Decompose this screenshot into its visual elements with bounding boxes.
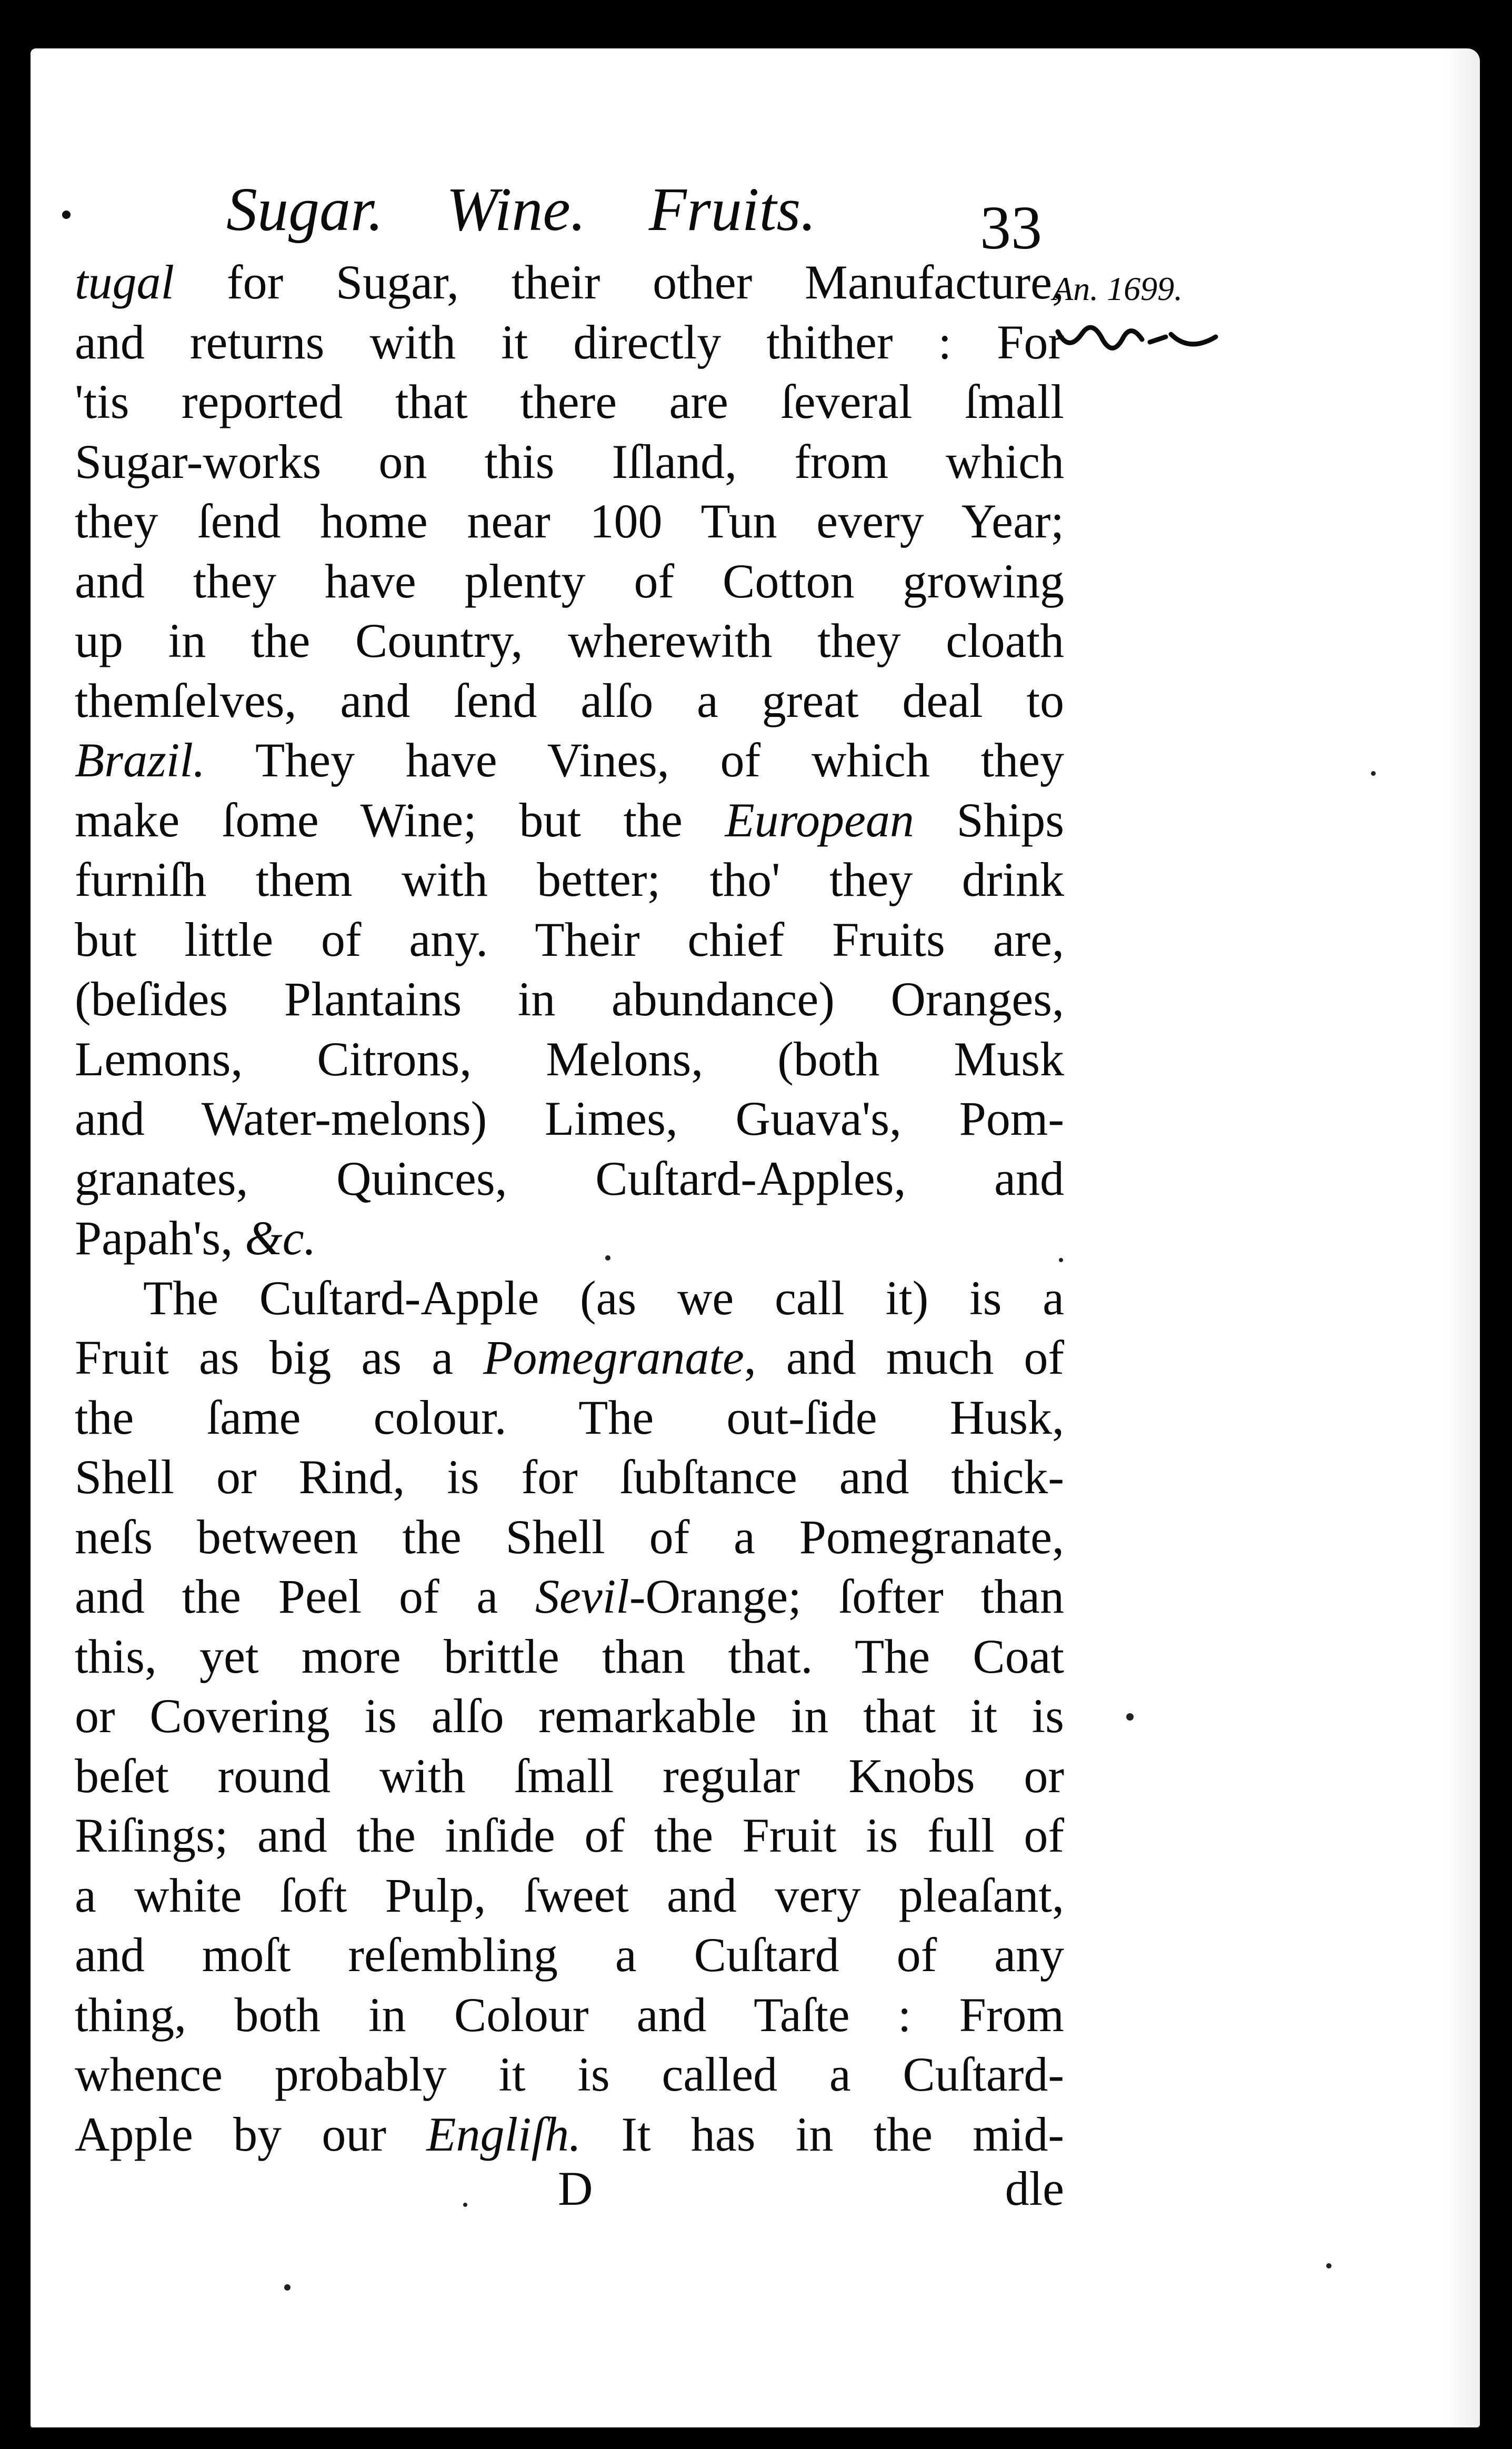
text-line	[75, 1567, 1064, 1627]
text-line	[75, 372, 1064, 432]
text-run: Shell or Rind, is for ſubſtance and thick-	[75, 1450, 1064, 1504]
text-run: this, yet more brittle than that. The Coat	[75, 1629, 1064, 1683]
text-run: (beſides Plantains in abundance) Oranges,	[75, 972, 1064, 1026]
text-run: and returns with it directly thither : For	[75, 315, 1064, 369]
text-run: Lemons, Citrons, Melons, (both Musk	[75, 1032, 1064, 1086]
text-run: but little of any. Their chief Fruits are,	[75, 912, 1064, 966]
text-run: or Covering is alſo remarkable in that it is	[75, 1689, 1064, 1743]
text-run: Papah's,	[75, 1211, 245, 1265]
text-run: It has in the mid-	[581, 2107, 1064, 2161]
page-footer	[75, 2161, 1064, 2224]
text-run: the ſame colour. The out-ſide Husk,	[75, 1390, 1064, 1444]
margin-note-year: An. 1699.	[1053, 270, 1183, 307]
ink-speck	[1371, 771, 1376, 776]
text-line	[75, 1089, 1064, 1149]
text-run: and the Peel of a	[75, 1570, 536, 1623]
text-line	[75, 1208, 1064, 1268]
signature-mark: D	[558, 2162, 593, 2215]
text-run: Apple by our	[75, 2107, 427, 2161]
text-run: -Orange; ſofter than	[629, 1570, 1064, 1623]
text-line	[75, 1268, 1064, 1328]
text-line	[75, 492, 1064, 552]
text-run: thing, both in Colour and Taſte : From	[75, 1987, 1064, 2042]
catchword: dle	[1005, 2162, 1064, 2215]
text-line	[75, 611, 1064, 671]
text-run: The Cuſtard-Apple (as we call it) is a	[143, 1271, 1064, 1325]
ink-dot	[62, 211, 71, 219]
text-line	[75, 432, 1064, 492]
text-line	[75, 1925, 1064, 1985]
italic-text: &c.	[245, 1211, 316, 1265]
text-line	[75, 1388, 1064, 1448]
text-line	[75, 2105, 1064, 2165]
italic-text: European	[725, 793, 914, 847]
text-run: They have Vines, of which they	[205, 733, 1064, 787]
text-line	[75, 1328, 1064, 1388]
text-line	[75, 1686, 1064, 1746]
page-number: 33	[980, 193, 1042, 262]
text-line	[75, 1149, 1064, 1209]
text-line	[75, 791, 1064, 851]
text-line	[75, 671, 1064, 731]
text-run: they ſend home near 100 Tun every Year;	[75, 494, 1064, 548]
italic-text: tugal	[75, 255, 175, 309]
text-run: 'tis reported that there are ſeveral ſmall	[75, 375, 1064, 428]
text-run: and Water-melons) Limes, Guava's, Pom-	[75, 1092, 1064, 1145]
italic-text: Brazil.	[75, 733, 205, 787]
text-line	[75, 910, 1064, 970]
text-line	[75, 969, 1064, 1029]
text-line	[75, 1029, 1064, 1089]
running-head: Sugar. Wine. Fruits.	[226, 175, 816, 244]
text-line	[75, 552, 1064, 612]
text-run: a white ſoft Pulp, ſweet and very pleaſant,	[75, 1868, 1064, 1922]
text-line	[75, 1866, 1064, 1926]
text-line	[75, 1447, 1064, 1507]
text-line	[75, 1746, 1064, 1806]
text-run: and moſt reſembling a Cuſtard of any	[75, 1928, 1064, 1982]
text-run: whence probably it is called a Cuſtard-	[75, 2047, 1064, 2101]
italic-text: Sevil	[535, 1570, 629, 1623]
text-line	[75, 253, 1064, 313]
text-run: up in the Country, wherewith they cloath	[75, 614, 1064, 667]
text-run: granates, Quinces, Cuſtard-Apples, and	[75, 1151, 1064, 1205]
ink-speck	[1059, 1258, 1063, 1262]
ink-speck	[463, 2203, 467, 2207]
text-run: furniſh them with better; tho' they drink	[75, 853, 1064, 906]
body-text	[75, 253, 1064, 2164]
ink-speck	[1126, 1713, 1134, 1721]
text-run: for Sugar, their other Manufacture,	[174, 255, 1064, 309]
ink-speck	[284, 2284, 291, 2291]
text-run: , and much of	[744, 1331, 1064, 1384]
text-line	[75, 2045, 1064, 2105]
text-line	[75, 1985, 1064, 2045]
text-run: make ſome Wine; but the	[75, 793, 725, 847]
text-run: Riſings; and the inſide of the Fruit is full of	[75, 1808, 1064, 1862]
text-line	[75, 850, 1064, 910]
italic-text: Pomegranate	[483, 1331, 744, 1384]
text-line	[75, 1507, 1064, 1567]
text-line	[75, 731, 1064, 791]
text-run: and they have plenty of Cotton growing	[75, 554, 1064, 608]
text-run: Ships	[914, 793, 1064, 847]
text-run: themſelves, and ſend alſo a great deal to	[75, 673, 1064, 727]
italic-text: Engliſh.	[426, 2107, 582, 2161]
text-line	[75, 1806, 1064, 1866]
text-run: neſs between the Shell of a Pomegranate,	[75, 1510, 1064, 1564]
flourish-ornament	[1053, 316, 1221, 363]
text-run: Sugar-works on this Iſland, from which	[75, 434, 1064, 488]
text-run: Fruit as big as a	[75, 1331, 484, 1384]
text-run: beſet round with ſmall regular Knobs or	[75, 1748, 1064, 1803]
text-line	[75, 1627, 1064, 1687]
ink-speck	[605, 1255, 610, 1261]
ink-speck	[1326, 2263, 1331, 2268]
text-line	[75, 313, 1064, 373]
